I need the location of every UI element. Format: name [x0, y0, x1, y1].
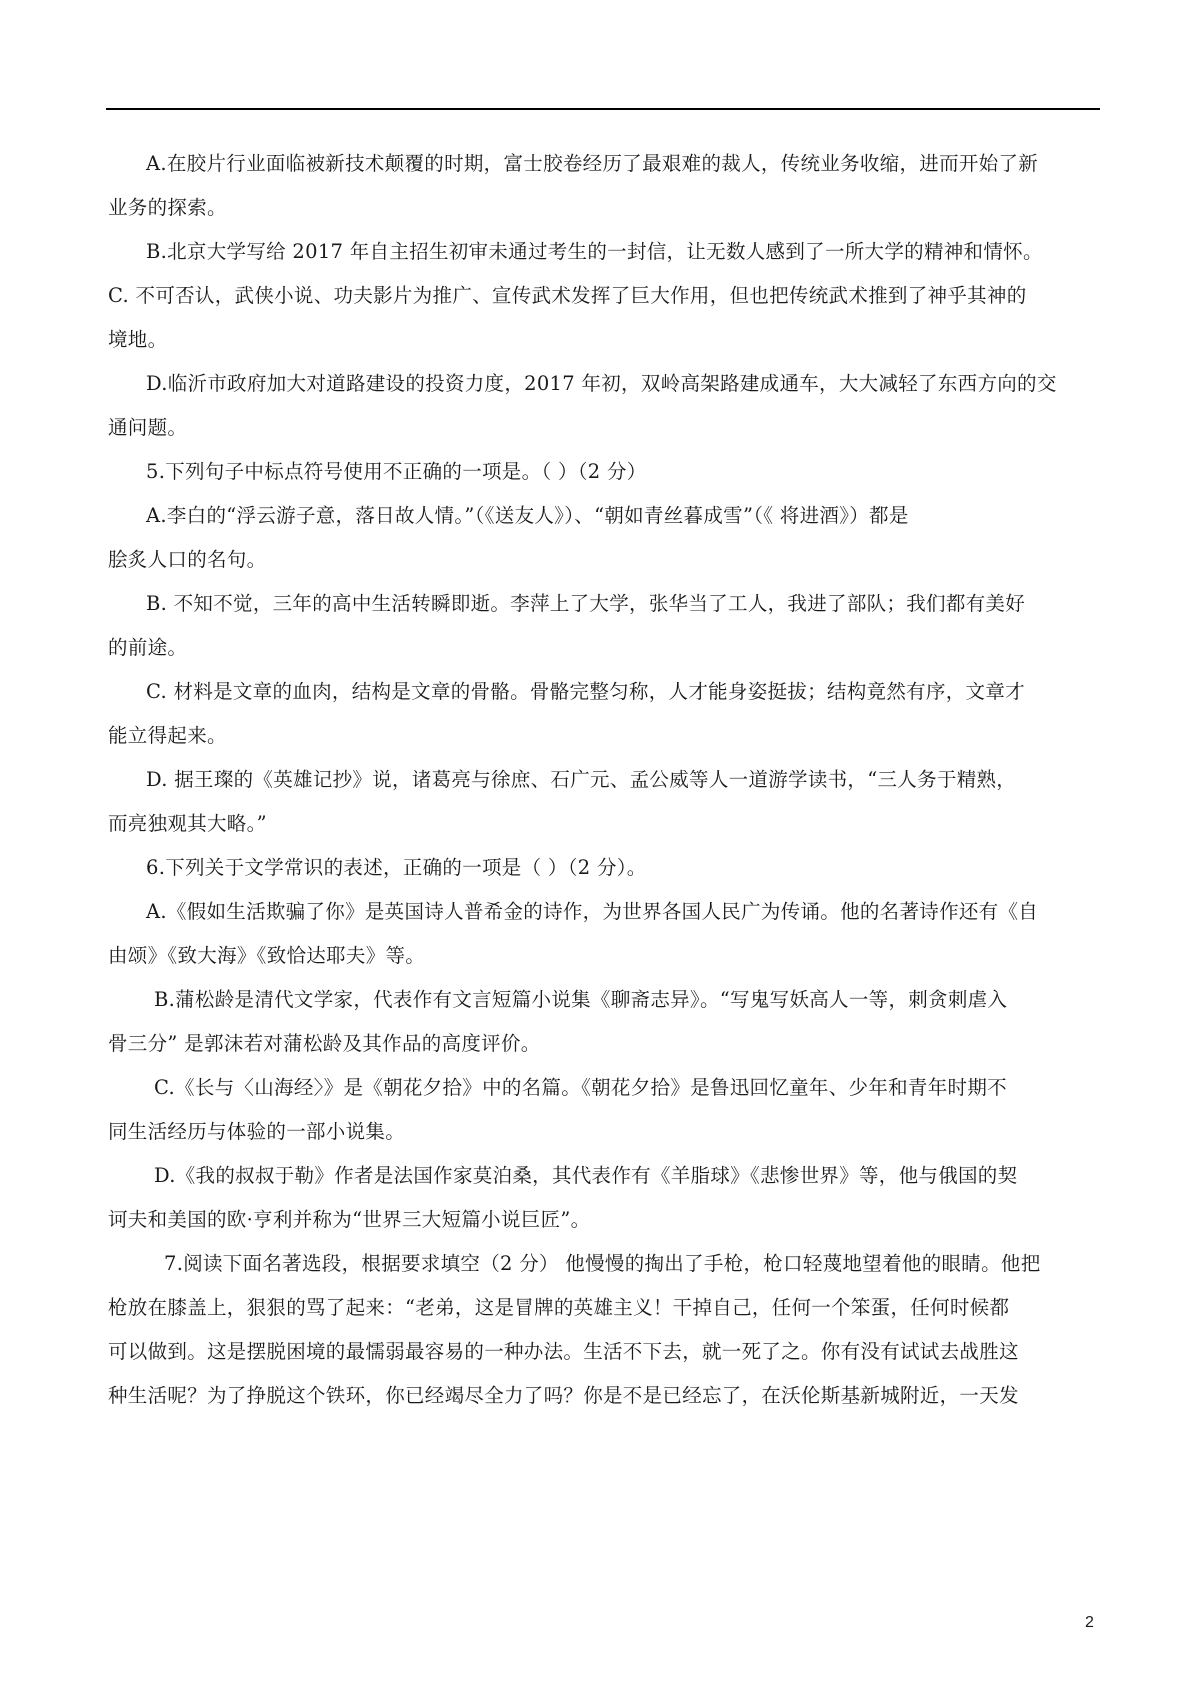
header-rule [106, 108, 1100, 110]
text-line: 业务的探索。 [108, 196, 227, 219]
text-line: D.临沂市政府加大对道路建设的投资力度，2017 年初，双岭高架路建成通车，大大减轻了东西方向的交 [146, 372, 1057, 395]
page-number: 2 [1085, 1614, 1094, 1631]
text-line: D. 据王璨的《英雄记抄》说，诸葛亮与徐庶、石广元、孟公威等人一道游学读书，“三人务于精熟， [146, 768, 1017, 791]
question-5-stem: 5.下列句子中标点符号使用不正确的一项是。（ ）（2 分） [146, 460, 647, 483]
text-line: B. 不知不觉，三年的高中生活转瞬即逝。李萍上了大学，张华当了工人，我进了部队；我们都有美好 [146, 592, 1026, 615]
text-line: C.《长与〈山海经〉》是《朝花夕拾》中的名篇。《朝花夕拾》是鲁迅回忆童年、少年和青年时期不 [154, 1076, 1007, 1099]
text-line: 种生活呢？为了挣脱这个铁环，你已经竭尽全力了吗？你是不是已经忘了，在沃伦斯基新城附近，一天发 [108, 1384, 1019, 1407]
text-line: A.《假如生活欺骗了你》是英国诗人普希金的诗作，为世界各国人民广为传诵。他的名著诗作还有《自 [146, 900, 1039, 923]
text-line: 境地。 [108, 328, 168, 351]
text-line: C. 材料是文章的血肉，结构是文章的骨骼。骨骼完整匀称，人才能身姿挺拔；结构竟然有序，文章才 [146, 680, 1025, 703]
text-line: B.蒲松龄是清代文学家，代表作有文言短篇小说集《聊斋志异》。“写鬼写妖高人一等，刺贪刺虐入 [154, 988, 1008, 1011]
question-7-stem: 7.阅读下面名著选段，根据要求填空（2 分） 他慢慢的掏出了手枪，枪口轻蔑地望着他的眼睛。他把 [164, 1252, 1041, 1275]
text-line: 的前途。 [108, 636, 188, 659]
text-line: 可以做到。这是摆脱困境的最懦弱最容易的一种办法。生活不下去，就一死了之。你有没有试试去战胜这 [108, 1340, 1019, 1363]
text-line: A.李白的“浮云游子意，落日故人情。”（《送友人》）、“朝如青丝暮成雪”（《 将进酒》）都是 [146, 504, 909, 527]
text-line: A.在胶片行业面临被新技术颠覆的时期，富士胶卷经历了最艰难的裁人，传统业务收缩，进而开始了新 [146, 152, 1039, 175]
text-line: 能立得起来。 [108, 724, 227, 747]
text-line: B.北京大学写给 2017 年自主招生初审未通过考生的一封信，让无数人感到了一所大学的精神和情怀。 [146, 240, 1043, 263]
text-line: 同生活经历与体验的一部小说集。 [108, 1120, 406, 1143]
text-line: D.《我的叔叔于勒》作者是法国作家莫泊桑，其代表作有《羊脂球》《悲惨世界》等，他与俄国的契 [154, 1164, 1018, 1187]
text-line: 通问题。 [108, 416, 188, 439]
question-6-stem: 6.下列关于文学常识的表述，正确的一项是（ ）（2 分）。 [146, 856, 647, 879]
text-line: C. 不可否认，武侠小说、功夫影片为推广、宣传武术发挥了巨大作用，但也把传统武术推到了神乎其神的 [108, 284, 1027, 307]
text-line: 脍炙人口的名句。 [108, 548, 267, 571]
text-line: 诃夫和美国的欧·亨利并称为“世界三大短篇小说巨匠”。 [108, 1208, 591, 1231]
text-line: 枪放在膝盖上，狠狠的骂了起来：“老弟，这是冒牌的英雄主义！干掉自己，任何一个笨蛋，任何时候都 [108, 1296, 1010, 1319]
text-line: 骨三分” 是郭沫若对蒲松龄及其作品的高度评价。 [108, 1032, 541, 1055]
text-line: 由颂》《致大海》《致恰达耶夫》等。 [108, 944, 426, 967]
text-line: 而亮独观其大略。” [108, 812, 267, 835]
